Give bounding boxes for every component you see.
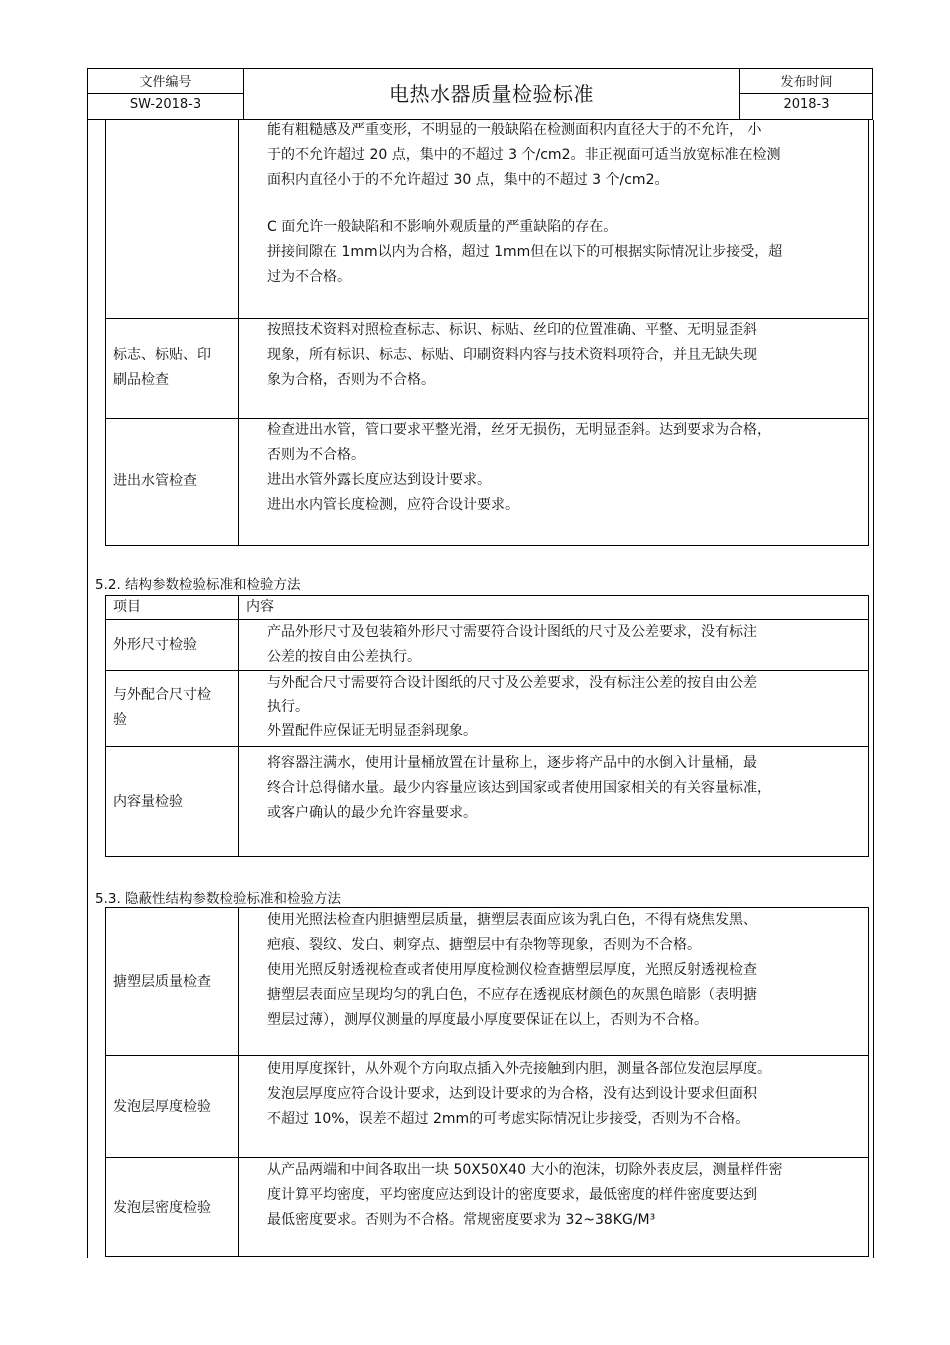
table3-row-divider-1 (105, 1055, 869, 1056)
row-label-foam-density: 发泡层密度检验 (113, 1200, 211, 1216)
foam-thickness-text: 使用厚度探针，从外观个方向取点插入外壳接触到内胆，测量各部位发泡层厚度。 发泡层厚度应符合设计要求，达到设计要求的为合格，没有达到设计要求但面积 不超过 10%，误差不超过 2mm的可考虑实际情况让步接受，否则为不合格。 (267, 1061, 771, 1127)
row-label-capacity: 内容量检验 (113, 794, 183, 810)
header-rule-right (739, 93, 873, 94)
appearance-criteria-text: 能有粗糙感及严重变形，不明显的一般缺陷在检测面积内直径大于的不允许， 小 于的不允许超过 20 点，集中的不超过 3 个/cm2。非正视面可适当放宽标准在检测 面积内直径小于的不允许超过 30 点，集中的不超过 3 个/cm2。 C 面允许一般缺陷和不影响外观质量的严重缺陷的存在。 拼接间隙在 1mm以内为合格，超过 1mm但在以下的可根据实际情况让步接受，超 过为不合格。 (267, 122, 783, 285)
row-label-pipe-check: 进出水管检查 (113, 473, 197, 489)
page-frame-right (873, 120, 874, 1258)
column-header-content: 内容 (246, 599, 274, 615)
enamel-coating-text: 使用光照法检查内胆搪塑层质量，搪塑层表面应该为乳白色，不得有烧焦发黑、 疤痕、裂纹、发白、刺穿点、搪塑层中有杂物等现象，否则为不合格。 使用光照反射透视检查或者使用厚度检测仪检查搪塑层厚度，光照反射透视检查 搪塑层表面应呈现均匀的乳白色，不应存在透视底材颜色的灰黑色暗影（表明搪 塑层过薄），测厚仪测量的厚度最小厚度要保证在以上，否则为不合格。 (267, 912, 757, 1028)
pipe-check-text: 检查进出水管，管口要求平整光滑，丝牙无损伤，无明显歪斜。达到要求为合格， 否则为不合格。 进出水管外露长度应达到设计要求。 进出水内管长度检测，应符合设计要求。 (267, 422, 771, 513)
table3-left-border (105, 907, 106, 1257)
section-5-3-title: 5.3. 隐蔽性结构参数检验标准和检验方法 (95, 891, 342, 907)
table3-col-divider (238, 907, 239, 1257)
row-label-enamel-coating: 搪塑层质量检查 (113, 974, 211, 990)
table2-right-border (868, 595, 869, 857)
header-rule-left (87, 93, 244, 94)
row-label-outline-size: 外形尺寸检验 (113, 637, 197, 653)
page-frame-left (87, 120, 88, 1258)
row-label-marking-check: 标志、标贴、印 刷品检查 (113, 347, 211, 388)
row-label-fit-size: 与外配合尺寸检 验 (113, 687, 211, 728)
document-title: 电热水器质量检验标准 (389, 82, 594, 106)
table2-top-border (105, 595, 869, 596)
doc-number-label: 文件编号 (139, 75, 192, 90)
fit-size-text: 与外配合尺寸需要符合设计图纸的尺寸及公差要求，没有标注公差的按自由公差 执行。 外置配件应保证无明显歪斜现象。 (267, 675, 757, 739)
release-date: 2018-3 (783, 97, 830, 112)
table2-bottom-border (105, 856, 869, 857)
section-5-2-title: 5.2. 结构参数检验标准和检验方法 (95, 577, 301, 593)
table1-left-border (105, 120, 106, 546)
foam-density-text: 从产品两端和中间各取出一块 50X50X40 大小的泡沫，切除外表皮层，测量样件密 度计算平均密度，平均密度应达到设计的密度要求，最低密度的样件密度要达到 最低密度要求。否则为不合格。常规密度要求为 32~38KG/M³ (267, 1162, 783, 1228)
row-label-foam-thickness: 发泡层厚度检验 (113, 1099, 211, 1115)
table1-right-border (868, 120, 869, 546)
table3-bottom-border (105, 1256, 869, 1257)
table1-col-divider (238, 120, 239, 546)
table3-right-border (868, 907, 869, 1257)
table2-col-divider (238, 595, 239, 857)
column-header-item: 项目 (113, 599, 141, 615)
table2-row-divider-2 (105, 746, 869, 747)
table2-left-border (105, 595, 106, 857)
table1-bottom-border (105, 545, 869, 546)
capacity-text: 将容器注满水，使用计量桶放置在计量称上，逐步将产品中的水倒入计量桶，最 终合计总得储水量。最少内容量应该达到国家或者使用国家相关的有关容量标准， 或客户确认的最少允许容量要求。 (267, 755, 771, 821)
doc-number: SW-2018-3 (129, 97, 202, 112)
outline-size-text: 产品外形尺寸及包装箱外形尺寸需要符合设计图纸的尺寸及公差要求，没有标注 公差的按自由公差执行。 (267, 624, 757, 665)
marking-check-text: 按照技术资料对照检查标志、标识、标贴、丝印的位置准确、平整、无明显歪斜 现象，所有标识、标志、标贴、印刷资料内容与技术资料项符合，并且无缺失现 象为合格，否则为不合格。 (267, 322, 757, 388)
release-date-label: 发布时间 (780, 75, 833, 90)
